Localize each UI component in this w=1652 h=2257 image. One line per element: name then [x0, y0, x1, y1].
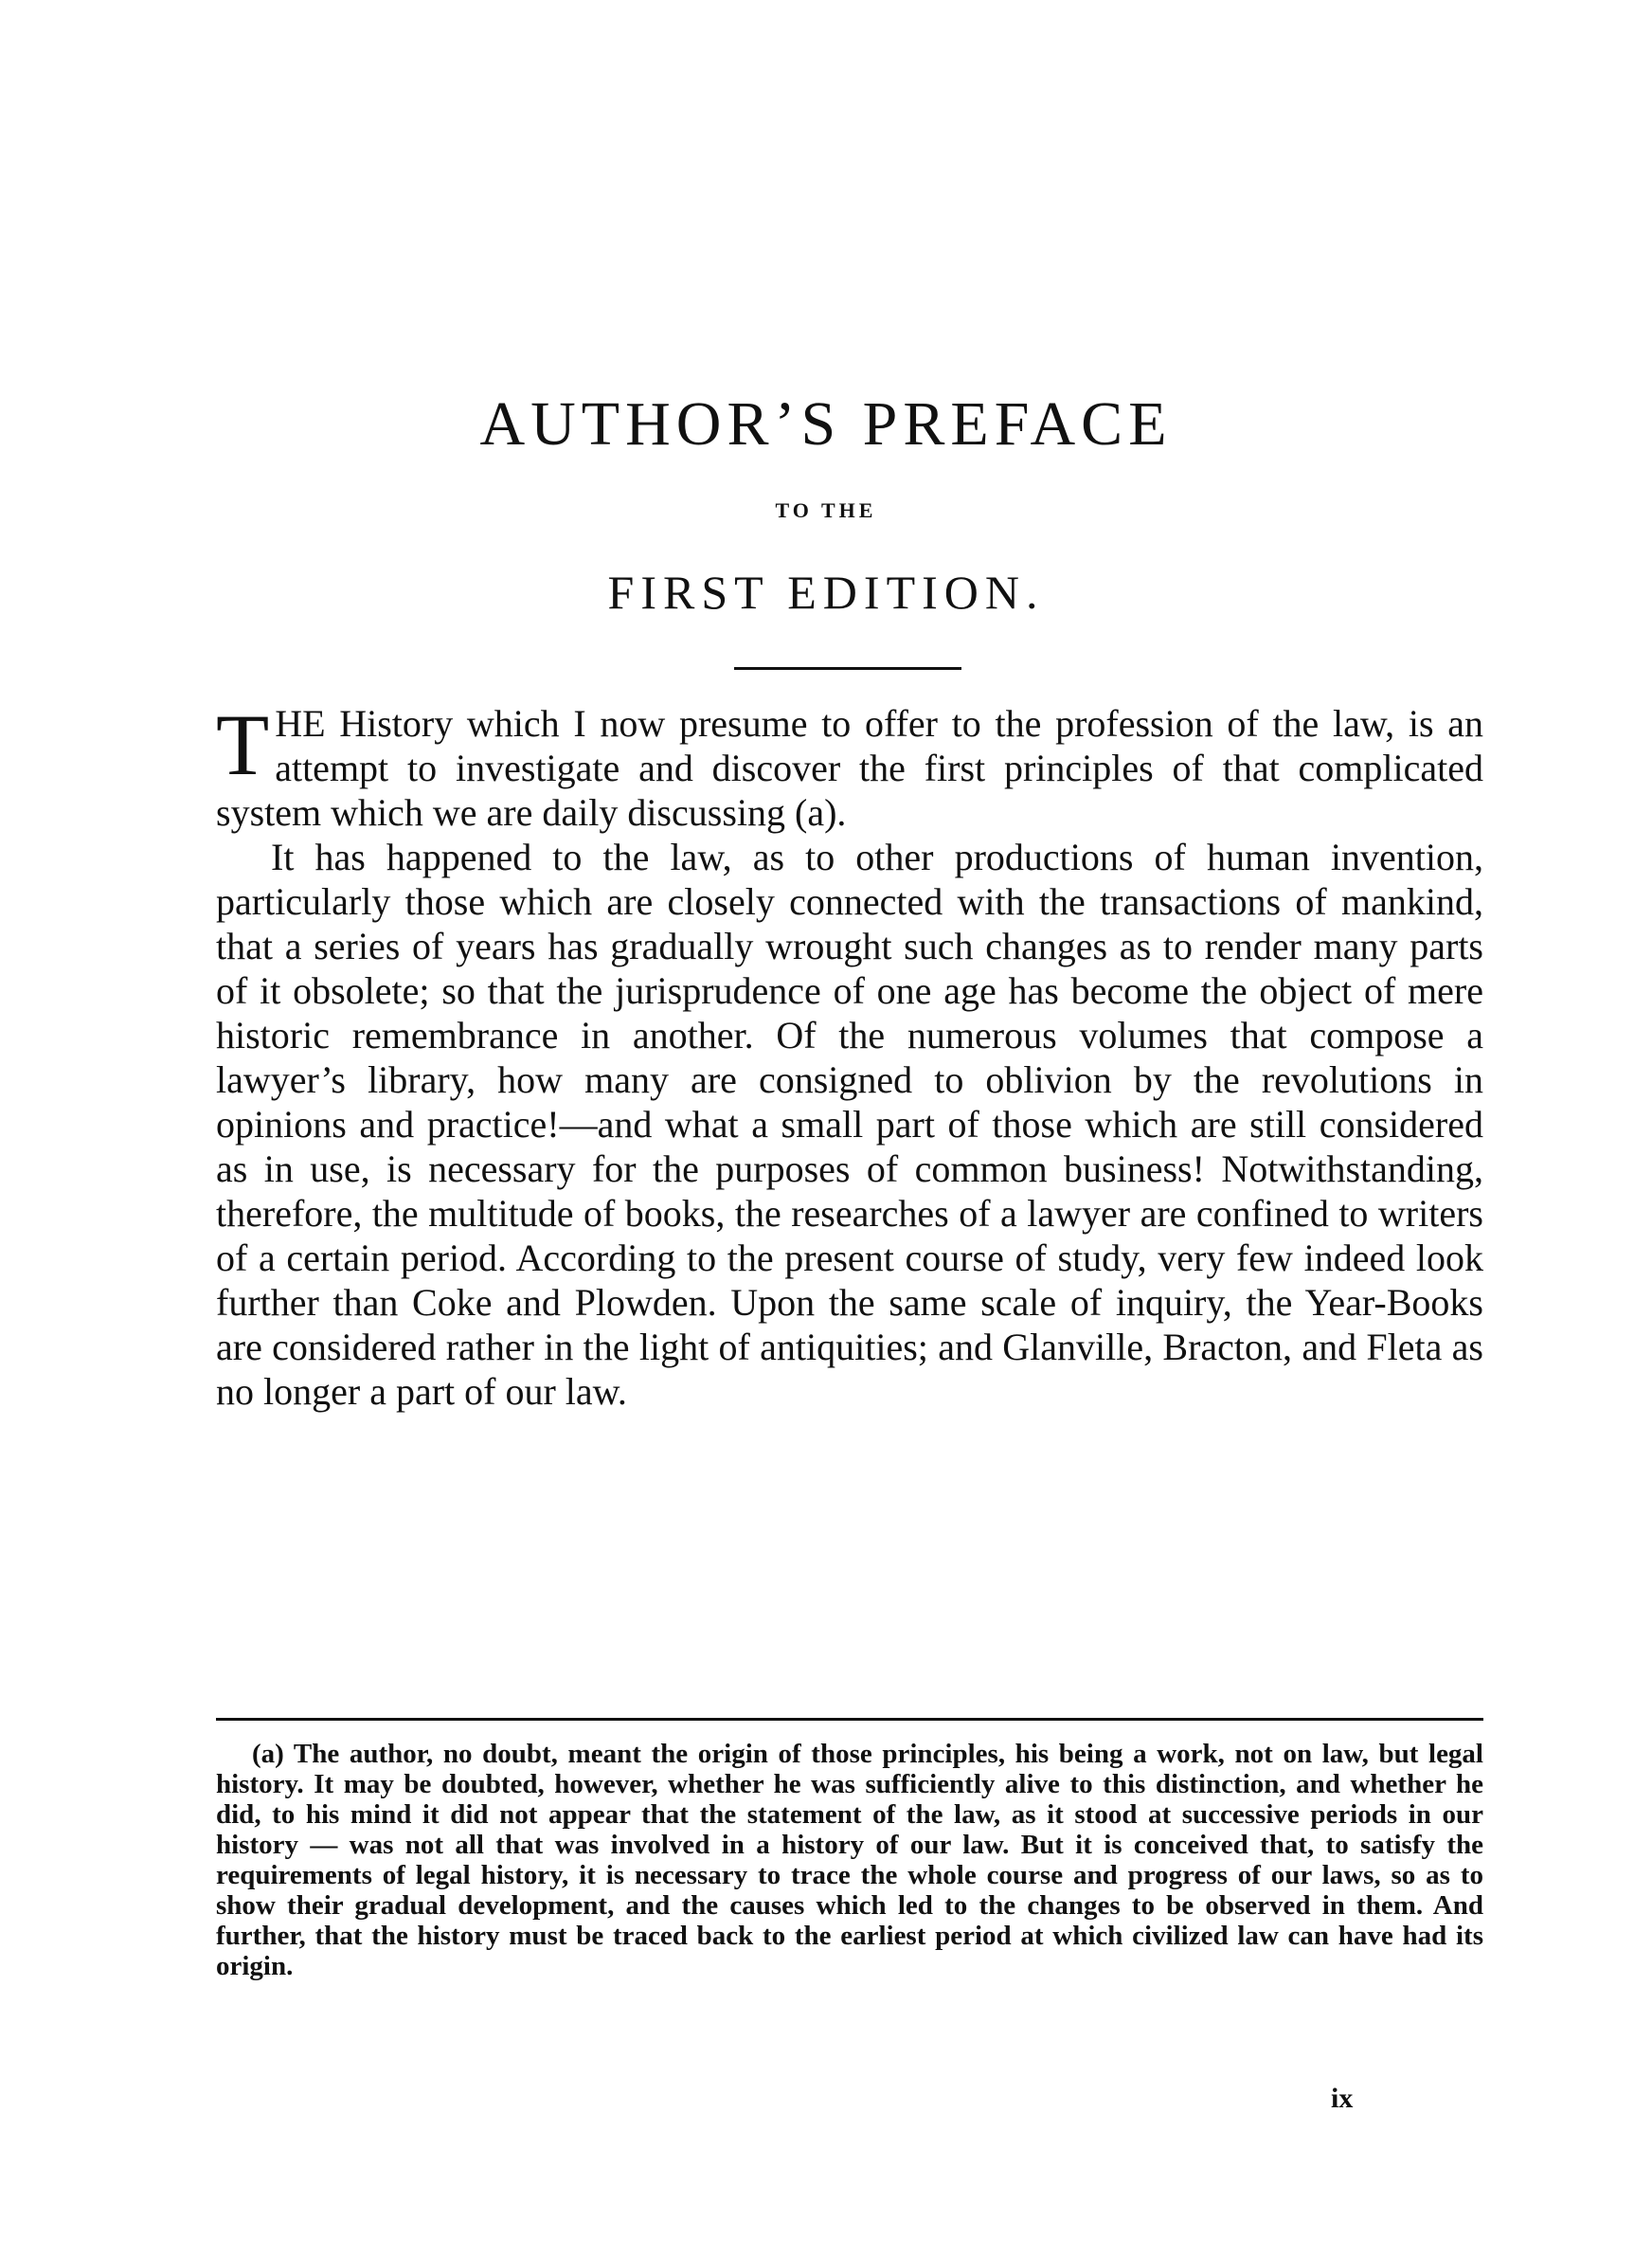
- subtitle-edition: FIRST EDITION.: [607, 566, 1045, 619]
- title-divider: [734, 667, 961, 670]
- paragraph-2: It has happened to the law, as to other productions of human invention, particularly those which are closely connected with the transactions of mankind, that a series of years has gradually wrought such changes as to render many parts of it obsolete; so that the jurisprudence of one age has become the object of mere historic remembrance in another. Of the numerous volumes that compose a lawyer’s library, how many are consigned to oblivion by the revolutions in opinions and practice!—and what a small part of those which are still considered as in use, is necessary for the purposes of common business! Notwithstanding, therefore, the multitude of books, the researches of a lawyer are confined to writers of a certain period. According to the present course of study, very few indeed look further than Coke and Plowden. Upon the same scale of inquiry, the Year-Books are considered rather in the light of antiquities; and Glanville, Bracton, and Fleta as no longer a part of our law.: [216, 836, 1483, 1413]
- page-number: ix: [1331, 2083, 1354, 2114]
- preface-body: [216, 696, 1483, 1414]
- footnote-divider: [216, 1718, 1483, 1721]
- footnote: [216, 1739, 1483, 1981]
- paragraph-1: [216, 696, 1483, 835]
- paragraph-1-text: HE History which I now presume to offer to the profession of the law, is an attempt to investigate and discover the first principles of that complicated system which we are daily discussing (a).: [216, 702, 1483, 834]
- page-title: AUTHOR’S PREFACE: [479, 389, 1173, 459]
- drop-cap: T: [216, 696, 270, 793]
- subtitle-to-the: TO THE: [775, 498, 877, 522]
- footnote-text: (a) The author, no doubt, meant the origin of those principles, his being a work, not on law, but legal history. It may be doubted, however, whether he was sufficiently alive to this distinction, and whether he did, to his mind it did not appear that the statement of the law, as it stood at successive periods in our history — was not all that was involved in a history of our law. But it is conceived that, to satisfy the requirements of legal history, it is necessary to trace the whole course and progress of our laws, so as to show their gradual development, and the causes which led to the changes to be observed in them. And further, that the history must be traced back to the earliest period at which civilized law can have had its origin.: [216, 1739, 1483, 1981]
